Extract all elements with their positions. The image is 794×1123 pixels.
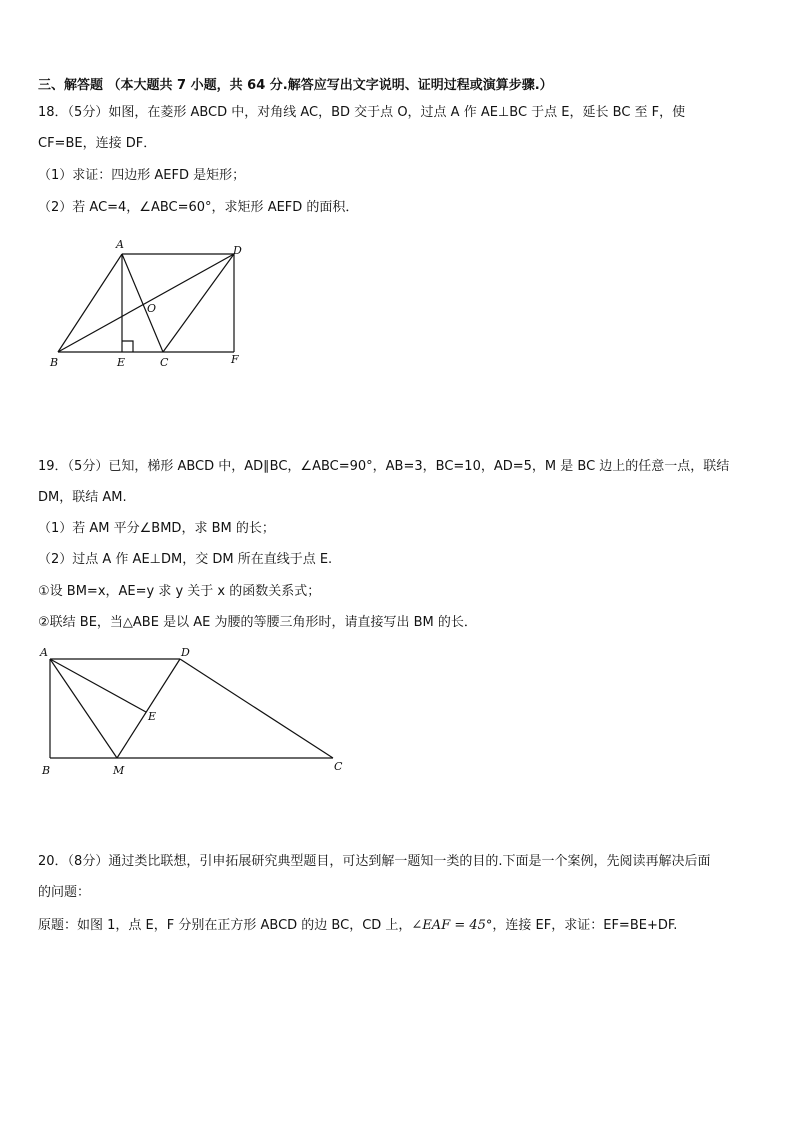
q19-label-E: E — [148, 710, 157, 723]
q18-label-O: O — [147, 302, 157, 315]
q19-label-A: A — [40, 646, 48, 659]
q19-label-M: M — [113, 764, 125, 777]
q18-label-F: F — [231, 353, 239, 366]
q19-label-C: C — [334, 760, 343, 773]
q18-line1: 18．（5分）如图，在菱形 ABCD 中，对角线 AC，BD 交于点 O，过点 A 作 AE⊥BC 于点 E，延长 BC 至 F，使 — [38, 105, 686, 120]
q19-part1: （1）若 AM 平分∠BMD，求 BM 的长； — [38, 521, 275, 536]
q18-part1: （1）求证：四边形 AEFD 是矩形； — [38, 168, 246, 183]
q19-label-B: B — [42, 764, 51, 777]
q18-label-D: D — [233, 244, 242, 257]
q19-sub2: ②联结 BE，当△ABE 是以 AE 为腰的等腰三角形时，请直接写出 BM 的长． — [38, 615, 477, 630]
q20-line2: 的问题： — [38, 885, 91, 900]
q19-line2: DM，联结 AM. — [38, 490, 127, 505]
q20-line1: 20．（8分）通过类比联想，引申拓展研究典型题目，可达到解一题知一类的目的.下面是一个案例，先阅读再解决后面 — [38, 854, 711, 869]
q20-line3-post: ，连接 EF，求证：EF=BE+DF. — [492, 918, 678, 933]
q18-label-B: B — [50, 356, 59, 369]
q20-angle-formula: ∠EAF = 45° — [411, 918, 493, 933]
q18-line2: CF=BE，连接 DF． — [38, 136, 157, 151]
q19-seg-AE — [50, 659, 146, 712]
q19-label-D: D — [181, 646, 190, 659]
q19-part2: （2）过点 A 作 AE⊥DM，交 DM 所在直线于点 E. — [38, 552, 333, 567]
q19-seg-DC — [180, 659, 333, 758]
section-header: 三、解答题 （本大题共 7 小题，共 64 分.解答应写出文字说明、证明过程或演算步骤.） — [38, 78, 553, 93]
q19-seg-DM — [117, 659, 180, 758]
q19-seg-AM — [50, 659, 117, 758]
q18-label-C: C — [160, 356, 169, 369]
q18-label-E: E — [117, 356, 126, 369]
q19-sub1: ①设 BM=x，AE=y 求 y 关于 x 的函数关系式； — [38, 584, 321, 599]
q18-part2: （2）若 AC=4，∠ABC=60°，求矩形 AEFD 的面积． — [38, 200, 359, 215]
q18-label-A: A — [116, 238, 124, 251]
q19-line1: 19．（5分）已知，梯形 ABCD 中，AD∥BC，∠ABC=90°，AB=3，BC=10，AD=5，M 是 BC 边上的任意一点，联结 — [38, 459, 730, 474]
q20-line3 — [38, 917, 677, 935]
q20-line3-pre: 原题：如图 1，点 E，F 分别在正方形 ABCD 的边 BC，CD 上， — [38, 918, 412, 933]
